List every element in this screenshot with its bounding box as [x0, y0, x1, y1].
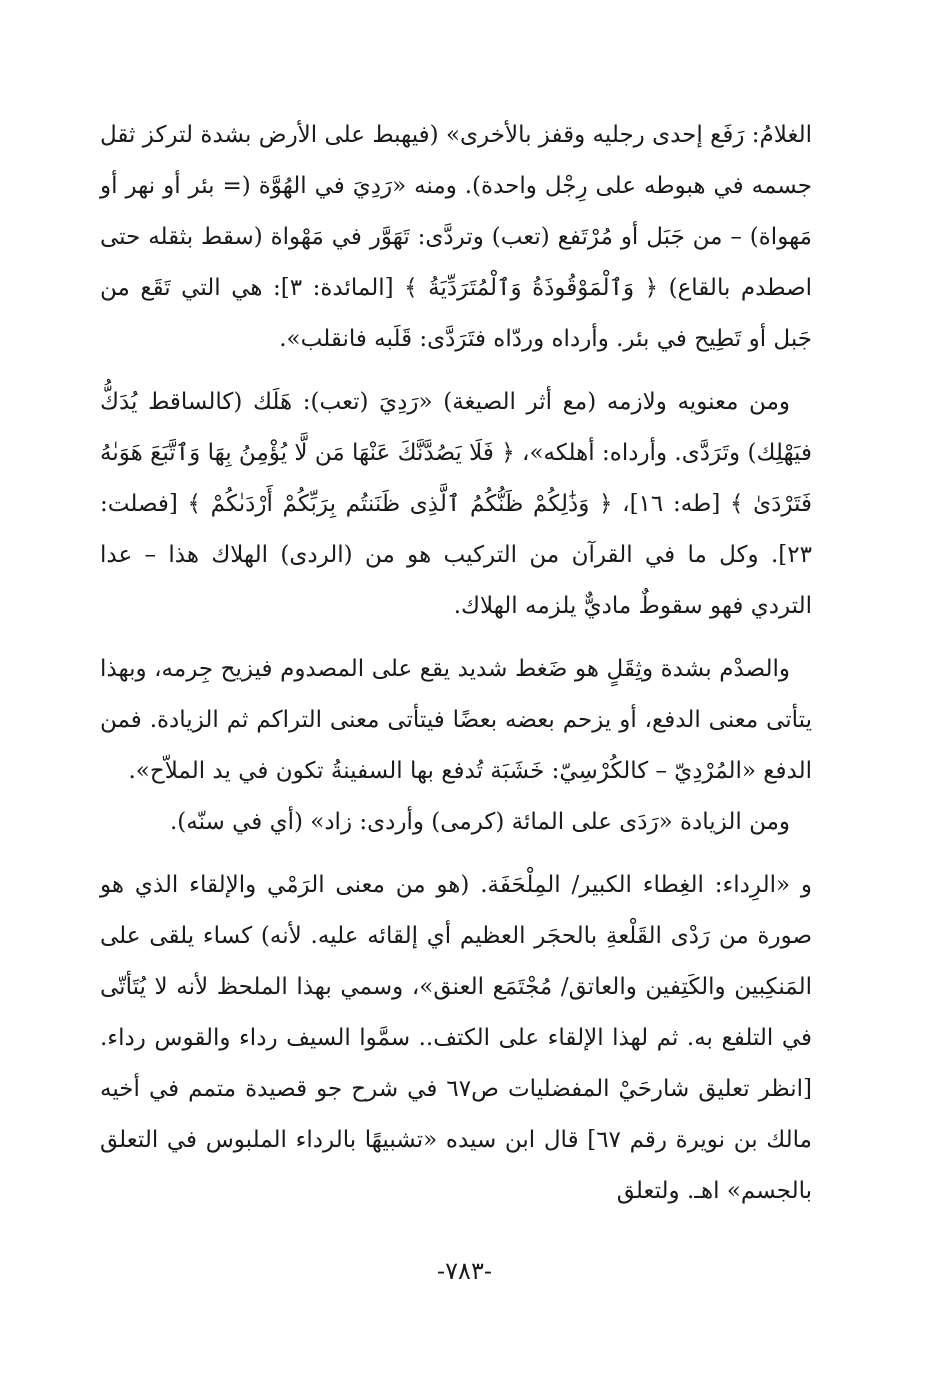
- text-line: ومن معنويه ولازمه (مع أثر الصيغة) «رَدِيَ (تعب): هَلَك (كالساقط يُدَكُّ: [100, 389, 790, 415]
- text-line: سقوطٌ ماديٌّ يلزمه الهلاك.: [453, 593, 703, 619]
- page-body: [100, 110, 812, 1217]
- paragraph-5: [100, 860, 812, 1217]
- text-line: جسمه في هبوطه على رِجْل واحدة). ومنه «رَدِيَ في الهُوَّة (= بئر أو نهر أو مَهواة): [100, 173, 812, 250]
- text-line: المَنكِبين والكَتِفين والعاتق/ مُجْتَمَع العنق»، وسمي بهذا الملحظ لأنه لا يُتَأتّى في: [100, 974, 812, 1051]
- text-line: بالقاع) ﴿ وَٱلْمَوْقُوذَةُ وَٱلْمُتَرَدِّيَةُ ﴾ [المائدة: ٣]: هي التي تَقَع من جَبل أو تَطِيح في: [100, 275, 812, 352]
- text-line: فَتَرْدَىٰ ﴾ [طه: ١٦]، ﴿ وَذَٰلِكُمْ ظَنُّكُمُ ٱلَّذِى ظَنَنتُم بِرَبِّكُمْ أَرْدَىٰكُمْ ﴾ [فصلت: ٢٣].: [100, 491, 812, 568]
- paragraph-2: [100, 377, 812, 632]
- text-line: صورة من رَدْى القَلْعةِ بالحجَر العظيم أي إلقائه عليه. لأنه) كساء يلقى على: [100, 923, 812, 949]
- text-line: التلفع به. ثم لهذا الإلقاء على الكتف.. سمَّوا السيف رداء والقوس رداء. [انظر: [100, 1025, 812, 1102]
- text-line: فيَهْلِك) وتَرَدَّى. وأرداه: أهلكه»، ﴿ فَلَا يَصُدَّنَّكَ عَنْهَا مَن لَّا يُؤْمِنُ بِهَا وَٱتَّبَعَ هَوَىٰهُ: [100, 440, 812, 466]
- text-line: تعليق شارحَيْ المفضليات ص٦٧ في شرح جو قصيدة متمم في أخيه مالك بن نويرة رقم: [100, 1076, 813, 1153]
- text-line: الدفع «المُرْدِيّ – كالكُرْسِيّ: خَشَبَة تُدفع بها السفينةُ تكون في يد الملاّح».: [128, 758, 812, 784]
- text-line: بئر. وأرداه وردّاه فتَرَدَّى: قَلَبه فانقلب».: [279, 326, 650, 352]
- text-line: – من جَبَل أو مُرْتَفع (تعب) وتردَّى: تَهَوَّر في مَهْواة (سقط بثقله حتى اصطدم: [100, 224, 812, 301]
- paragraph-4: [100, 797, 812, 848]
- paragraph-3: [100, 644, 812, 797]
- text-line: ومن الزيادة «رَدَى على المائة (كرمى) وأردى: زاد» (أي في سنّه).: [169, 809, 790, 835]
- text-line: وكل ما في القرآن من التركيب هو من (الردى) الهلاك هذا – عدا التردي فهو: [100, 542, 812, 619]
- text-line: ٦٧] قال ابن سيده «تشبيهًا بالرداء الملبوس في التعلق بالجسم» اهـ. ولتعلق: [100, 1127, 812, 1204]
- text-line: الغلامُ: رَفَع إحدى رجليه وقفز بالأخرى» (فيهبط على الأرض بشدة لتركز ثقل: [100, 122, 812, 148]
- text-line: والصدْم بشدة وثِقَلٍ هو ضَغط شديد يقع على المصدوم فيزيح جِرمه، وبهذا: [100, 656, 790, 682]
- text-line: و «الرِداء: الغِطاء الكبير/ المِلْحَفَة. (هو من معنى الرَمْي والإلقاء الذي هو: [100, 872, 812, 898]
- text-line: يتأتى معنى الدفع، أو يزحم بعضه بعضًا فيتأتى معنى التراكم ثم الزيادة. فمن: [100, 707, 812, 733]
- paragraph-1: [100, 110, 812, 365]
- page-number: -٧٨٣-: [437, 1257, 492, 1285]
